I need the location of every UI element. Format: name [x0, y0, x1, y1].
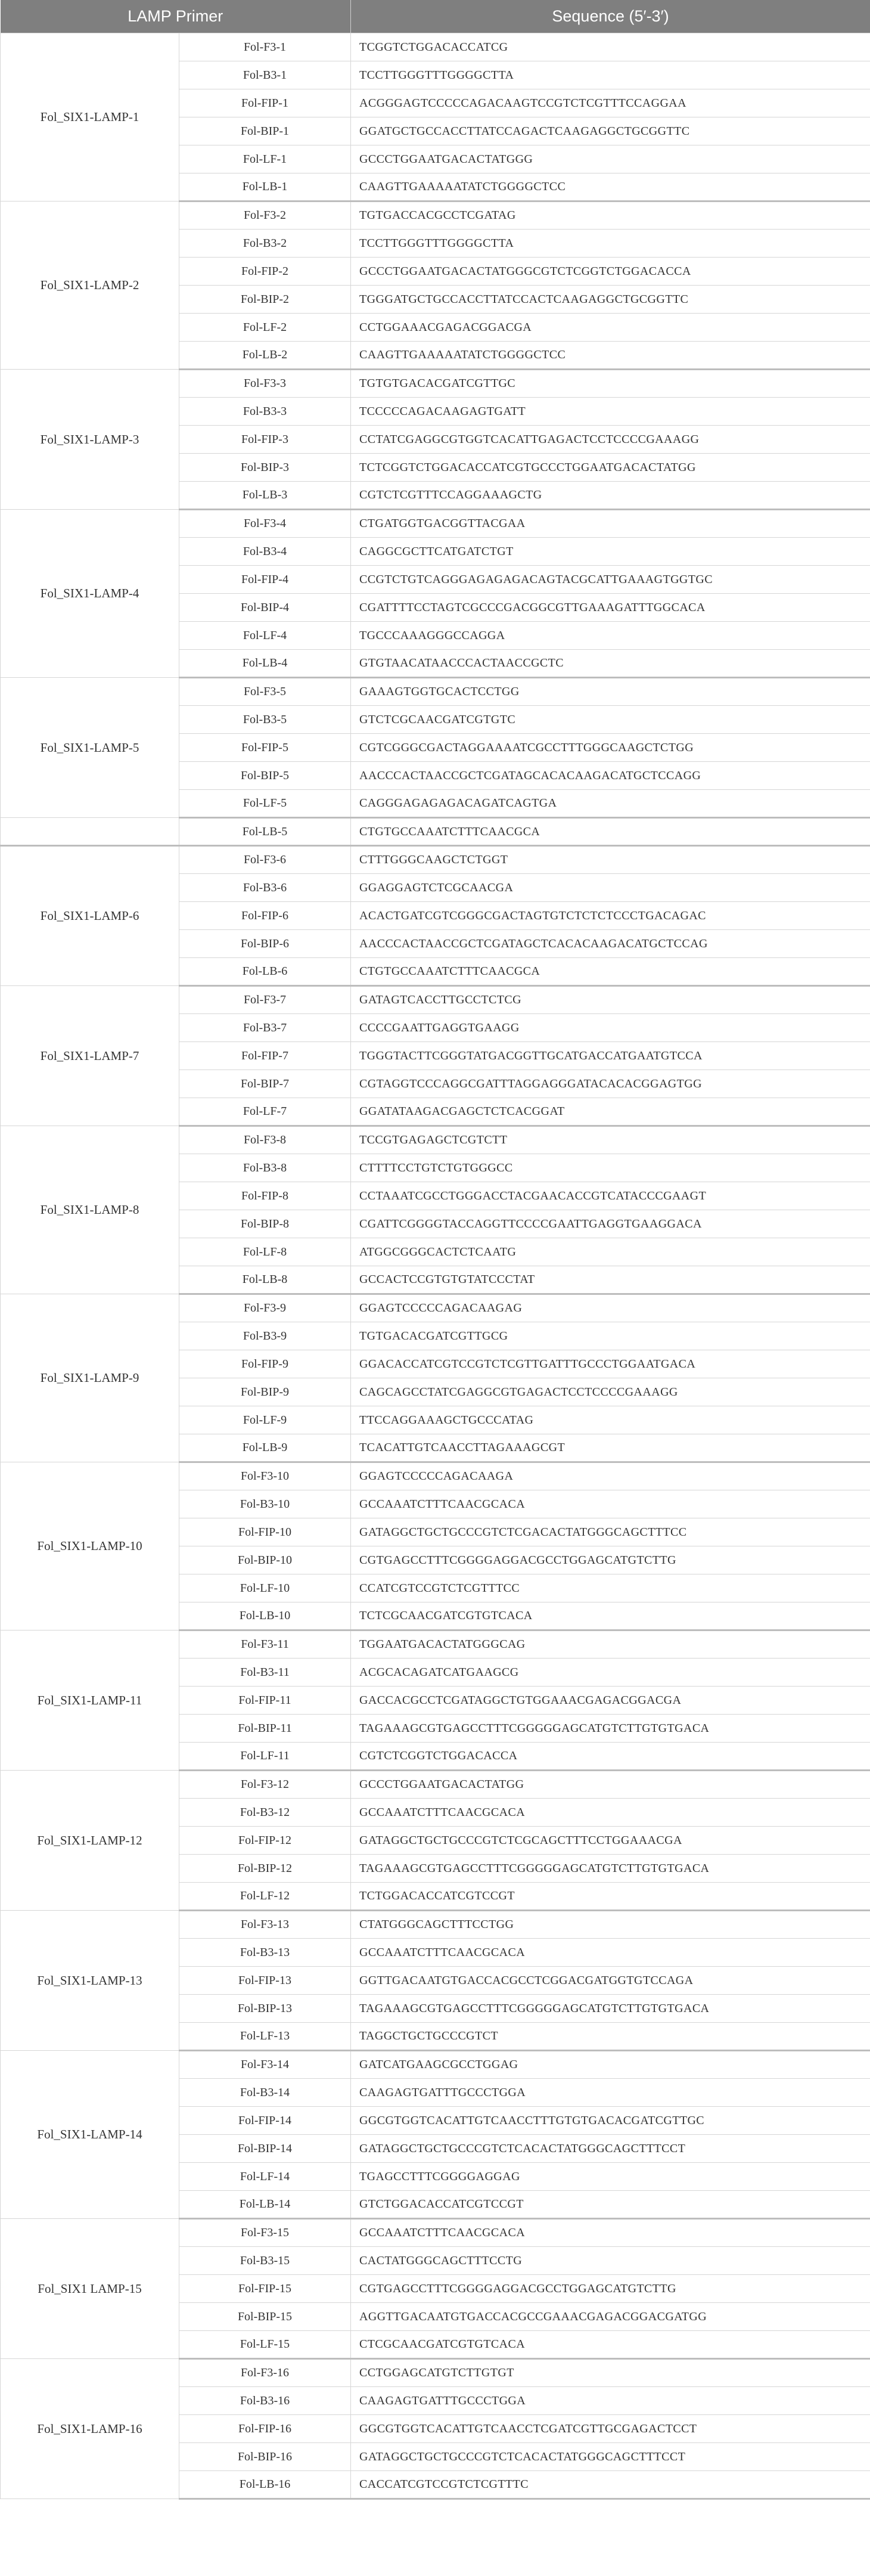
header-lamp-primer: LAMP Primer [1, 0, 351, 33]
primer-name: Fol-FIP-3 [179, 426, 351, 454]
primer-sequence: TCCTTGGGTTTGGGGCTTA [351, 230, 870, 258]
primer-name: Fol-BIP-5 [179, 762, 351, 790]
primer-sequence: CAAGTTGAAAAATATCTGGGGCTCC [351, 173, 870, 202]
lamp-set-label: Fol_SIX1-LAMP-16 [1, 2359, 179, 2499]
header-sequence: Sequence (5′-3′) [351, 0, 870, 33]
primer-sequence: TCTGGACACCATCGTCCGT [351, 1883, 870, 1911]
primer-sequence: AACCCACTAACCGCTCGATAGCTCACACAAGACATGCTCCAG [351, 930, 870, 958]
primer-sequence: CTGTGCCAAATCTTTCAACGCA [351, 818, 870, 846]
primer-name: Fol-FIP-15 [179, 2275, 351, 2303]
primer-name: Fol-F3-15 [179, 2219, 351, 2247]
primer-name: Fol-BIP-3 [179, 454, 351, 482]
lamp-set-label: Fol_SIX1-LAMP-12 [1, 1771, 179, 1911]
primer-name: Fol-BIP-10 [179, 1546, 351, 1574]
primer-sequence: GATAGGCTGCTGCCCGTCTCGCAGCTTTCCTGGAAACGA [351, 1827, 870, 1855]
primer-name: Fol-F3-6 [179, 846, 351, 874]
primer-sequence: CTGTGCCAAATCTTTCAACGCA [351, 958, 870, 986]
primer-sequence: GATAGTCACCTTGCCTCTCG [351, 986, 870, 1014]
primer-sequence: TGAGCCTTTCGGGGAGGAG [351, 2163, 870, 2191]
primer-sequence: CTATGGGCAGCTTTCCTGG [351, 1911, 870, 1939]
primer-name: Fol-LF-1 [179, 145, 351, 173]
primer-name: Fol-F3-5 [179, 678, 351, 706]
lamp-set-label: Fol_SIX1-LAMP-5 [1, 678, 179, 818]
primer-sequence: CCTAAATCGCCTGGGACCTACGAACACCGTCATACCCGAAGT [351, 1182, 870, 1210]
primer-sequence: AACCCACTAACCGCTCGATAGCACACAAGACATGCTCCAGG [351, 762, 870, 790]
primer-name: Fol-LB-6 [179, 958, 351, 986]
primer-sequence: ATGGCGGGCACTCTCAATG [351, 1238, 870, 1266]
primer-name: Fol-LF-2 [179, 314, 351, 342]
primer-name: Fol-BIP-1 [179, 117, 351, 145]
primer-sequence: GACCACGCCTCGATAGGCTGTGGAAACGAGACGGACGA [351, 1687, 870, 1715]
primer-name: Fol-LB-3 [179, 482, 351, 510]
primer-sequence: TAGAAAGCGTGAGCCTTTCGGGGGAGCATGTCTTGTGTGACA [351, 1715, 870, 1743]
primer-name: Fol-LB-1 [179, 173, 351, 202]
lamp-set-label: Fol_SIX1-LAMP-10 [1, 1462, 179, 1630]
table-body [1, 33, 870, 2499]
primer-sequence: GCCAAATCTTTCAACGCACA [351, 2219, 870, 2247]
primer-name: Fol-LF-5 [179, 790, 351, 818]
primer-sequence: GATAGGCTGCTGCCCGTCTCACACTATGGGCAGCTTTCCT [351, 2135, 870, 2163]
primer-name: Fol-F3-9 [179, 1294, 351, 1322]
primer-name: Fol-BIP-7 [179, 1070, 351, 1098]
lamp-set-label: Fol_SIX1-LAMP-6 [1, 846, 179, 986]
primer-name: Fol-LF-9 [179, 1406, 351, 1434]
primer-name: Fol-FIP-13 [179, 1967, 351, 1995]
primer-name: Fol-BIP-16 [179, 2443, 351, 2471]
primer-name: Fol-FIP-5 [179, 734, 351, 762]
primer-sequence: TCTCGCAACGATCGTGTCACA [351, 1602, 870, 1630]
header-row [1, 0, 870, 33]
primer-sequence: CGTCGGGCGACTAGGAAAATCGCCTTTGGGCAAGCTCTGG [351, 734, 870, 762]
primer-name: Fol-LB-14 [179, 2191, 351, 2219]
primer-sequence: GGAGTCCCCCAGACAAGAG [351, 1294, 870, 1322]
primer-name: Fol-B3-8 [179, 1154, 351, 1182]
primer-sequence: CAGGCGCTTCATGATCTGT [351, 538, 870, 566]
lamp-set-label [1, 818, 179, 846]
primer-sequence: CGTAGGTCCCAGGCGATTTAGGAGGGATACACACGGAGTGG [351, 1070, 870, 1098]
table-row [1, 2051, 870, 2079]
primer-sequence: TGTGACACGATCGTTGCG [351, 1322, 870, 1350]
lamp-set-label: Fol_SIX1-LAMP-11 [1, 1630, 179, 1771]
primer-name: Fol-B3-12 [179, 1799, 351, 1827]
lamp-set-label: Fol_SIX1-LAMP-4 [1, 510, 179, 678]
primer-sequence: CAGCAGCCTATCGAGGCGTGAGACTCCTCCCCGAAAGG [351, 1378, 870, 1406]
primer-sequence: GGCGTGGTCACATTGTCAACCTCGATCGTTGCGAGACTCCT [351, 2415, 870, 2443]
primer-sequence: CTCGCAACGATCGTGTCACA [351, 2331, 870, 2359]
table-row [1, 1911, 870, 1939]
primer-name: Fol-F3-12 [179, 1771, 351, 1799]
primer-sequence: GGATGCTGCCACCTTATCCAGACTCAAGAGGCTGCGGTTC [351, 117, 870, 145]
primer-name: Fol-LF-13 [179, 2023, 351, 2051]
primer-name: Fol-BIP-11 [179, 1715, 351, 1743]
primer-sequence: GATAGGCTGCTGCCCGTCTCACACTATGGGCAGCTTTCCT [351, 2443, 870, 2471]
primer-name: Fol-BIP-2 [179, 286, 351, 314]
primer-sequence: GCCCTGGAATGACACTATGGGCGTCTCGGTCTGGACACCA [351, 258, 870, 286]
primer-sequence: GTCTGGACACCATCGTCCGT [351, 2191, 870, 2219]
primer-name: Fol-BIP-8 [179, 1210, 351, 1238]
table-row [1, 33, 870, 61]
primer-name: Fol-FIP-1 [179, 89, 351, 117]
table-row [1, 1126, 870, 1154]
primer-name: Fol-B3-13 [179, 1939, 351, 1967]
primer-sequence: TGGAATGACACTATGGGCAG [351, 1630, 870, 1659]
primer-sequence: AGGTTGACAATGTGACCACGCCGAAACGAGACGGACGATGG [351, 2303, 870, 2331]
primer-sequence: GCCAAATCTTTCAACGCACA [351, 1799, 870, 1827]
primer-sequence: GGAGGAGTCTCGCAACGA [351, 874, 870, 902]
primer-sequence: GCCAAATCTTTCAACGCACA [351, 1939, 870, 1967]
primer-sequence: TGTGACCACGCCTCGATAG [351, 202, 870, 230]
primer-name: Fol-LB-8 [179, 1266, 351, 1294]
primer-name: Fol-LF-8 [179, 1238, 351, 1266]
table-row [1, 510, 870, 538]
lamp-set-label: Fol_SIX1-LAMP-7 [1, 986, 179, 1126]
primer-name: Fol-LB-16 [179, 2471, 351, 2499]
primer-sequence: GGATATAAGACGAGCTCTCACGGAT [351, 1098, 870, 1126]
primer-name: Fol-F3-11 [179, 1630, 351, 1659]
primer-name: Fol-FIP-16 [179, 2415, 351, 2443]
primer-sequence: CACTATGGGCAGCTTTCCTG [351, 2247, 870, 2275]
primer-name: Fol-LB-5 [179, 818, 351, 846]
primer-sequence: TTCCAGGAAAGCTGCCCATAG [351, 1406, 870, 1434]
primer-sequence: TGGGTACTTCGGGTATGACGGTTGCATGACCATGAATGTCCA [351, 1042, 870, 1070]
table-row [1, 986, 870, 1014]
primer-name: Fol-F3-4 [179, 510, 351, 538]
table-row [1, 1462, 870, 1490]
primer-name: Fol-FIP-8 [179, 1182, 351, 1210]
primer-sequence: CACCATCGTCCGTCTCGTTTC [351, 2471, 870, 2499]
primer-name: Fol-F3-7 [179, 986, 351, 1014]
primer-name: Fol-FIP-9 [179, 1350, 351, 1378]
primer-sequence: ACACTGATCGTCGGGCGACTAGTGTCTCTCTCCCTGACAGAC [351, 902, 870, 930]
primer-sequence: CTGATGGTGACGGTTACGAA [351, 510, 870, 538]
primer-sequence: TGGGATGCTGCCACCTTATCCACTCAAGAGGCTGCGGTTC [351, 286, 870, 314]
primer-sequence: CCGTCTGTCAGGGAGAGAGACAGTACGCATTGAAAGTGGTGC [351, 566, 870, 594]
primer-name: Fol-B3-9 [179, 1322, 351, 1350]
primer-sequence: CAGGGAGAGAGACAGATCAGTGA [351, 790, 870, 818]
lamp-set-label: Fol_SIX1 LAMP-15 [1, 2219, 179, 2359]
primer-sequence: GCCAAATCTTTCAACGCACA [351, 1490, 870, 1518]
primer-sequence: CGTGAGCCTTTCGGGGAGGACGCCTGGAGCATGTCTTG [351, 1546, 870, 1574]
primer-sequence: GCCCTGGAATGACACTATGG [351, 1771, 870, 1799]
primer-name: Fol-FIP-12 [179, 1827, 351, 1855]
primer-name: Fol-FIP-4 [179, 566, 351, 594]
primer-sequence: TCCGTGAGAGCTCGTCTT [351, 1126, 870, 1154]
table-row [1, 370, 870, 398]
primer-sequence: TAGAAAGCGTGAGCCTTTCGGGGGAGCATGTCTTGTGTGACA [351, 1855, 870, 1883]
primer-name: Fol-B3-14 [179, 2079, 351, 2107]
primer-sequence: TCGGTCTGGACACCATCG [351, 33, 870, 61]
primer-name: Fol-BIP-14 [179, 2135, 351, 2163]
primer-name: Fol-BIP-12 [179, 1855, 351, 1883]
table-header [1, 0, 870, 33]
primer-name: Fol-BIP-4 [179, 594, 351, 622]
primer-name: Fol-BIP-13 [179, 1995, 351, 2023]
primer-sequence: GGACACCATCGTCCGTCTCGTTGATTTGCCCTGGAATGACA [351, 1350, 870, 1378]
lamp-set-label: Fol_SIX1-LAMP-14 [1, 2051, 179, 2219]
primer-name: Fol-LB-2 [179, 342, 351, 370]
primer-name: Fol-F3-8 [179, 1126, 351, 1154]
primer-name: Fol-F3-2 [179, 202, 351, 230]
primer-sequence: CTTTTCCTGTCTGTGGGCC [351, 1154, 870, 1182]
primer-name: Fol-B3-16 [179, 2387, 351, 2415]
primer-name: Fol-B3-15 [179, 2247, 351, 2275]
primer-name: Fol-LF-15 [179, 2331, 351, 2359]
primer-sequence: CTTTGGGCAAGCTCTGGT [351, 846, 870, 874]
primer-name: Fol-B3-7 [179, 1014, 351, 1042]
primer-sequence: CAAGAGTGATTTGCCCTGGA [351, 2387, 870, 2415]
primer-name: Fol-FIP-10 [179, 1518, 351, 1546]
primer-name: Fol-F3-16 [179, 2359, 351, 2387]
primer-name: Fol-B3-3 [179, 398, 351, 426]
primer-sequence: CGATTTTCCTAGTCGCCCGACGGCGTTGAAAGATTTGGCACA [351, 594, 870, 622]
primer-name: Fol-F3-13 [179, 1911, 351, 1939]
primer-name: Fol-F3-1 [179, 33, 351, 61]
primer-sequence: ACGCACAGATCATGAAGCG [351, 1659, 870, 1687]
primer-name: Fol-FIP-14 [179, 2107, 351, 2135]
primer-name: Fol-FIP-11 [179, 1687, 351, 1715]
primer-sequence: GATCATGAAGCGCCTGGAG [351, 2051, 870, 2079]
primer-sequence: TAGGCTGCTGCCCGTCT [351, 2023, 870, 2051]
primer-sequence: GTGTAACATAACCCACTAACCGCTC [351, 650, 870, 678]
primer-sequence: GAAAGTGGTGCACTCCTGG [351, 678, 870, 706]
primer-sequence: GTCTCGCAACGATCGTGTC [351, 706, 870, 734]
primer-name: Fol-B3-5 [179, 706, 351, 734]
primer-name: Fol-B3-6 [179, 874, 351, 902]
primer-name: Fol-FIP-2 [179, 258, 351, 286]
primer-name: Fol-FIP-7 [179, 1042, 351, 1070]
primer-sequence: TGTGTGACACGATCGTTGC [351, 370, 870, 398]
primer-name: Fol-BIP-9 [179, 1378, 351, 1406]
primer-name: Fol-F3-3 [179, 370, 351, 398]
primer-sequence: GCCACTCCGTGTGTATCCCTAT [351, 1266, 870, 1294]
primer-name: Fol-B3-10 [179, 1490, 351, 1518]
table-row [1, 846, 870, 874]
primer-sequence: GGAGTCCCCCAGACAAGA [351, 1462, 870, 1490]
primer-sequence: CGATTCGGGGTACCAGGTTCCCCGAATTGAGGTGAAGGACA [351, 1210, 870, 1238]
primer-name: Fol-LB-9 [179, 1434, 351, 1462]
table-row [1, 202, 870, 230]
primer-name: Fol-B3-11 [179, 1659, 351, 1687]
primer-name: Fol-LF-7 [179, 1098, 351, 1126]
primer-sequence: GCCCTGGAATGACACTATGGG [351, 145, 870, 173]
primer-name: Fol-LF-12 [179, 1883, 351, 1911]
lamp-set-label: Fol_SIX1-LAMP-3 [1, 370, 179, 510]
primer-sequence: CGTCTCGTTTCCAGGAAAGCTG [351, 482, 870, 510]
lamp-set-label: Fol_SIX1-LAMP-1 [1, 33, 179, 202]
primer-sequence: CCTGGAGCATGTCTTGTGT [351, 2359, 870, 2387]
primer-sequence: TAGAAAGCGTGAGCCTTTCGGGGGAGCATGTCTTGTGTGACA [351, 1995, 870, 2023]
primer-name: Fol-LF-4 [179, 622, 351, 650]
table-row [1, 678, 870, 706]
primer-sequence: TGCCCAAAGGGCCAGGA [351, 622, 870, 650]
primer-sequence: CGTGAGCCTTTCGGGGAGGACGCCTGGAGCATGTCTTG [351, 2275, 870, 2303]
primer-sequence: TCACATTGTCAACCTTAGAAAGCGT [351, 1434, 870, 1462]
primer-name: Fol-F3-10 [179, 1462, 351, 1490]
lamp-set-label: Fol_SIX1-LAMP-8 [1, 1126, 179, 1294]
primer-sequence: CGTCTCGGTCTGGACACCA [351, 1743, 870, 1771]
primer-sequence: CCTATCGAGGCGTGGTCACATTGAGACTCCTCCCCGAAAGG [351, 426, 870, 454]
table-row [1, 1630, 870, 1659]
table-row [1, 1294, 870, 1322]
table-row [1, 818, 870, 846]
primer-name: Fol-B3-1 [179, 61, 351, 89]
primer-name: Fol-LF-11 [179, 1743, 351, 1771]
primer-name: Fol-LB-4 [179, 650, 351, 678]
lamp-set-label: Fol_SIX1-LAMP-9 [1, 1294, 179, 1462]
table-row [1, 1771, 870, 1799]
primer-name: Fol-LF-10 [179, 1574, 351, 1602]
primer-sequence: GGTTGACAATGTGACCACGCCTCGGACGATGGTGTCCAGA [351, 1967, 870, 1995]
primer-sequence: ACGGGAGTCCCCCAGACAAGTCCGTCTCGTTTCCAGGAA [351, 89, 870, 117]
primer-name: Fol-BIP-15 [179, 2303, 351, 2331]
lamp-set-label: Fol_SIX1-LAMP-13 [1, 1911, 179, 2051]
primer-name: Fol-LB-10 [179, 1602, 351, 1630]
primer-name: Fol-BIP-6 [179, 930, 351, 958]
primer-sequence: TCTCGGTCTGGACACCATCGTGCCCTGGAATGACACTATGG [351, 454, 870, 482]
table-row [1, 2219, 870, 2247]
primer-sequence: TCCCCCAGACAAGAGTGATT [351, 398, 870, 426]
table-row [1, 2359, 870, 2387]
primer-name: Fol-F3-14 [179, 2051, 351, 2079]
primer-sequence: TCCTTGGGTTTGGGGCTTA [351, 61, 870, 89]
primer-sequence: CAAGTTGAAAAATATCTGGGGCTCC [351, 342, 870, 370]
lamp-set-label: Fol_SIX1-LAMP-2 [1, 202, 179, 370]
primer-name: Fol-FIP-6 [179, 902, 351, 930]
primer-name: Fol-B3-2 [179, 230, 351, 258]
primer-sequence: GATAGGCTGCTGCCCGTCTCGACACTATGGGCAGCTTTCC [351, 1518, 870, 1546]
primer-name: Fol-B3-4 [179, 538, 351, 566]
primer-sequence: CCTGGAAACGAGACGGACGA [351, 314, 870, 342]
primer-sequence: GGCGTGGTCACATTGTCAACCTTTGTGTGACACGATCGTTGC [351, 2107, 870, 2135]
primer-sequence: CCCCGAATTGAGGTGAAGG [351, 1014, 870, 1042]
primer-name: Fol-LF-14 [179, 2163, 351, 2191]
primer-sequence: CAAGAGTGATTTGCCCTGGA [351, 2079, 870, 2107]
primer-sequence: CCATCGTCCGTCTCGTTTCC [351, 1574, 870, 1602]
